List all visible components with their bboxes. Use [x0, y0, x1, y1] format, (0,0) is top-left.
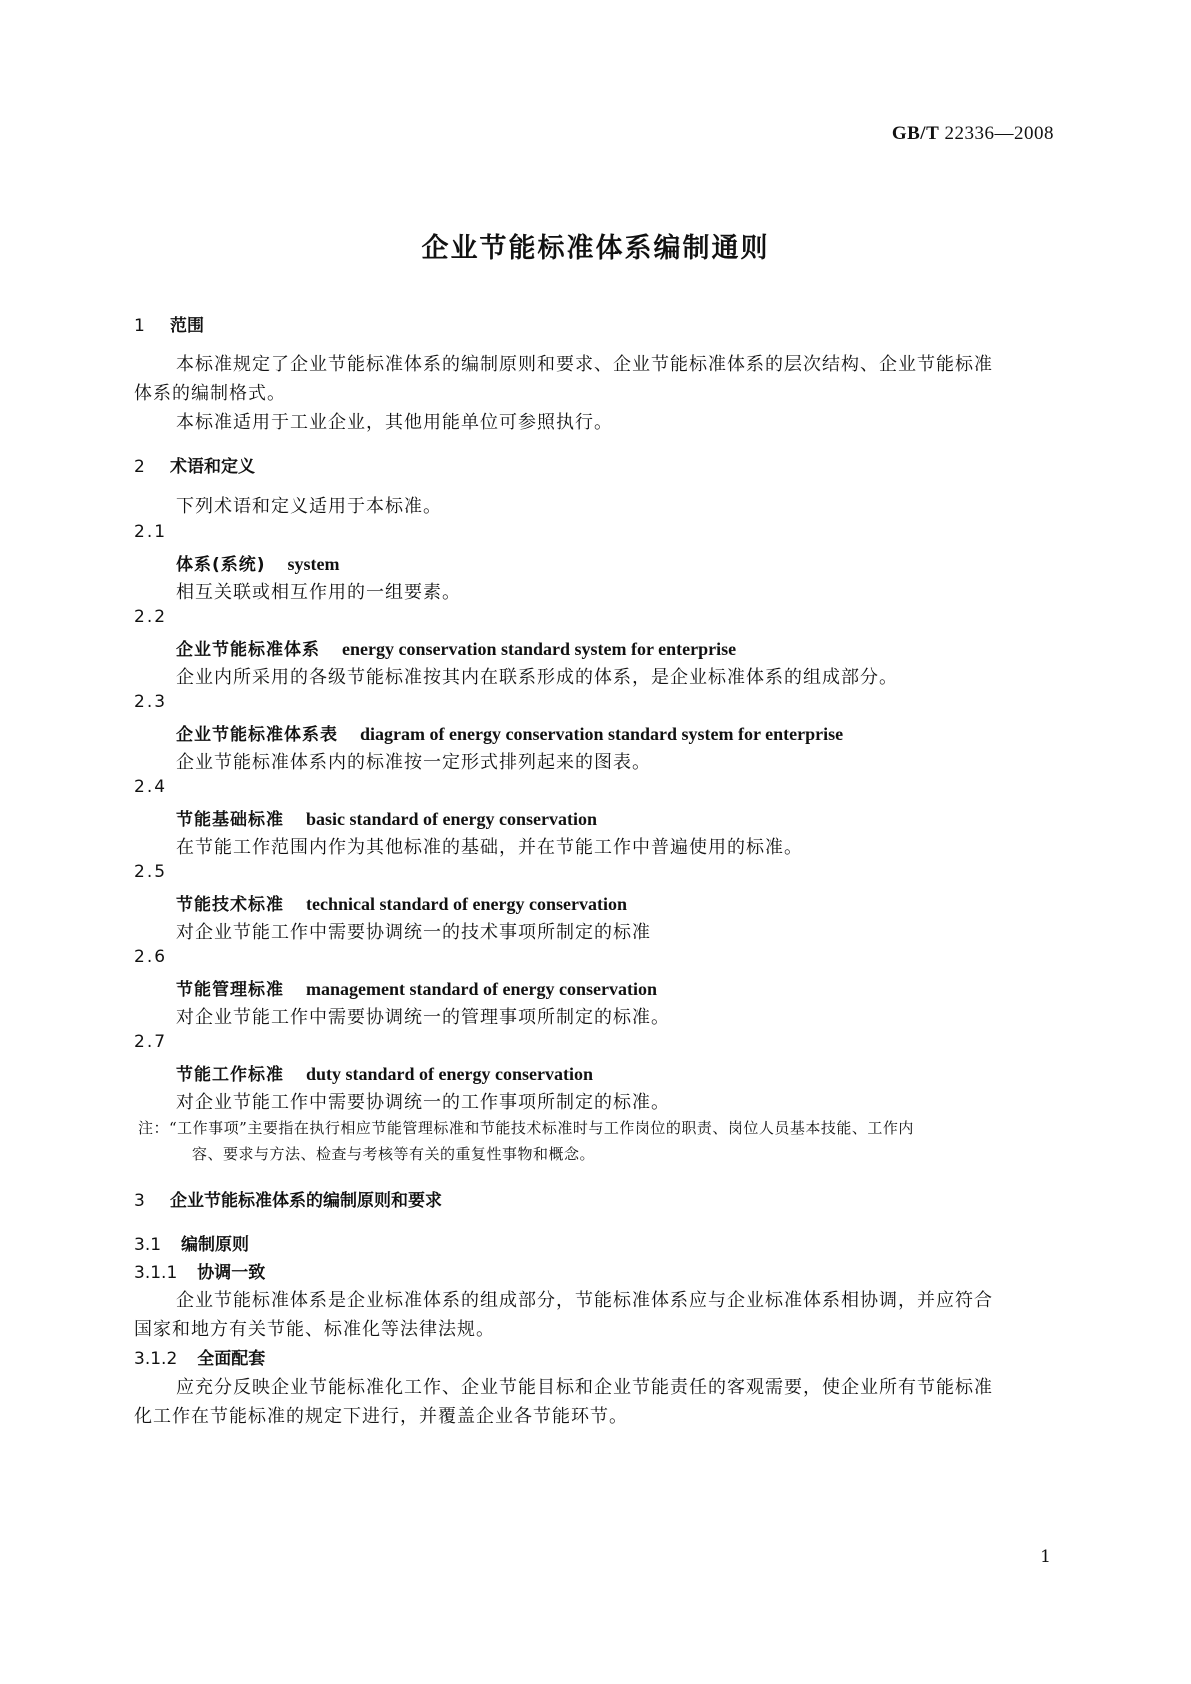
term-en: diagram of energy conservation standard system for enterprise [360, 724, 844, 744]
term-number: 2.6 [134, 947, 168, 967]
term-zh: 企业节能标准体系表 [176, 725, 338, 745]
term-definition: 相互关联或相互作用的一组要素。 [176, 582, 461, 603]
term-heading [176, 550, 340, 575]
term-en: energy conservation standard system for enterprise [342, 639, 737, 659]
section-3-heading [134, 1186, 442, 1211]
term-number: 2.3 [134, 692, 168, 712]
term-definition: 对企业节能工作中需要协调统一的管理事项所制定的标准。 [176, 1007, 670, 1028]
document-title: 企业节能标准体系编制通则 [421, 233, 770, 264]
term-number: 2.1 [134, 522, 168, 542]
paragraph-line: 国家和地方有关节能、标准化等法律法规。 [134, 1319, 495, 1340]
term-heading [176, 635, 736, 660]
term-heading [176, 720, 843, 745]
section-number: 1 [134, 316, 145, 336]
term-en: technical standard of energy conservation [306, 894, 627, 914]
term-en: management standard of energy conservation [306, 979, 657, 999]
standard-number: 22336—2008 [944, 123, 1054, 144]
term-number: 2.5 [134, 862, 168, 882]
standard-code [892, 123, 1054, 145]
term-definition: 对企业节能工作中需要协调统一的工作事项所制定的标准。 [176, 1092, 670, 1113]
term-zh: 节能基础标准 [176, 810, 284, 830]
section-title: 范围 [170, 316, 204, 336]
term-zh: 节能管理标准 [176, 980, 284, 1000]
term-zh: 企业节能标准体系 [176, 640, 320, 660]
section-2-heading [134, 452, 255, 477]
subsection-title: 全面配套 [197, 1349, 266, 1369]
page-number: 1 [1040, 1547, 1051, 1567]
paragraph-line: 下列术语和定义适用于本标准。 [176, 496, 442, 517]
paragraph-line: 体系的编制格式。 [134, 383, 286, 404]
subsection-heading [134, 1258, 265, 1283]
section-number: 3 [134, 1191, 145, 1211]
term-heading [176, 890, 627, 915]
term-heading [176, 1060, 593, 1085]
term-number: 2.2 [134, 607, 168, 627]
subsection-title: 编制原则 [181, 1235, 250, 1255]
term-zh: 体系(系统) [176, 555, 266, 575]
term-definition: 企业内所采用的各级节能标准按其内在联系形成的体系，是企业标准体系的组成部分。 [176, 667, 898, 688]
term-en: system [287, 554, 340, 574]
subsection-heading [134, 1344, 265, 1369]
paragraph-line: 本标准适用于工业企业，其他用能单位可参照执行。 [176, 412, 613, 433]
subsection-title: 协调一致 [197, 1263, 266, 1283]
note-line: 注：“工作事项”主要指在执行相应节能管理标准和节能技术标准时与工作岗位的职责、岗位人员基本技能、工作内 [138, 1119, 914, 1137]
term-number: 2.7 [134, 1032, 168, 1052]
subsection-heading [134, 1230, 249, 1255]
subsection-number: 3.1.1 [134, 1263, 178, 1283]
standard-prefix: GB/T [891, 123, 940, 144]
term-zh: 节能技术标准 [176, 895, 284, 915]
paragraph-line: 化工作在节能标准的规定下进行，并覆盖企业各节能环节。 [134, 1406, 628, 1427]
section-number: 2 [134, 457, 145, 477]
subsection-number: 3.1 [134, 1235, 162, 1255]
term-en: basic standard of energy conservation [306, 809, 597, 829]
note-line: 容、要求与方法、检查与考核等有关的重复性事物和概念。 [192, 1145, 596, 1163]
section-title: 企业节能标准体系的编制原则和要求 [170, 1191, 442, 1211]
term-zh: 节能工作标准 [176, 1065, 284, 1085]
section-title: 术语和定义 [170, 457, 255, 477]
paragraph-line: 应充分反映企业节能标准化工作、企业节能目标和企业节能责任的客观需要，使企业所有节能标准 [176, 1377, 993, 1398]
subsection-number: 3.1.2 [134, 1349, 178, 1369]
term-en: duty standard of energy conservation [306, 1064, 593, 1084]
paragraph-line: 本标准规定了企业节能标准体系的编制原则和要求、企业节能标准体系的层次结构、企业节能标准 [176, 354, 993, 375]
term-definition: 企业节能标准体系内的标准按一定形式排列起来的图表。 [176, 752, 651, 773]
term-number: 2.4 [134, 777, 168, 797]
term-heading [176, 805, 597, 830]
section-1-heading [134, 311, 204, 336]
term-heading [176, 975, 657, 1000]
term-definition: 对企业节能工作中需要协调统一的技术事项所制定的标准 [176, 922, 651, 943]
paragraph-line: 企业节能标准体系是企业标准体系的组成部分，节能标准体系应与企业标准体系相协调，并应符合 [176, 1290, 993, 1311]
term-definition: 在节能工作范围内作为其他标准的基础，并在节能工作中普遍使用的标准。 [176, 837, 803, 858]
